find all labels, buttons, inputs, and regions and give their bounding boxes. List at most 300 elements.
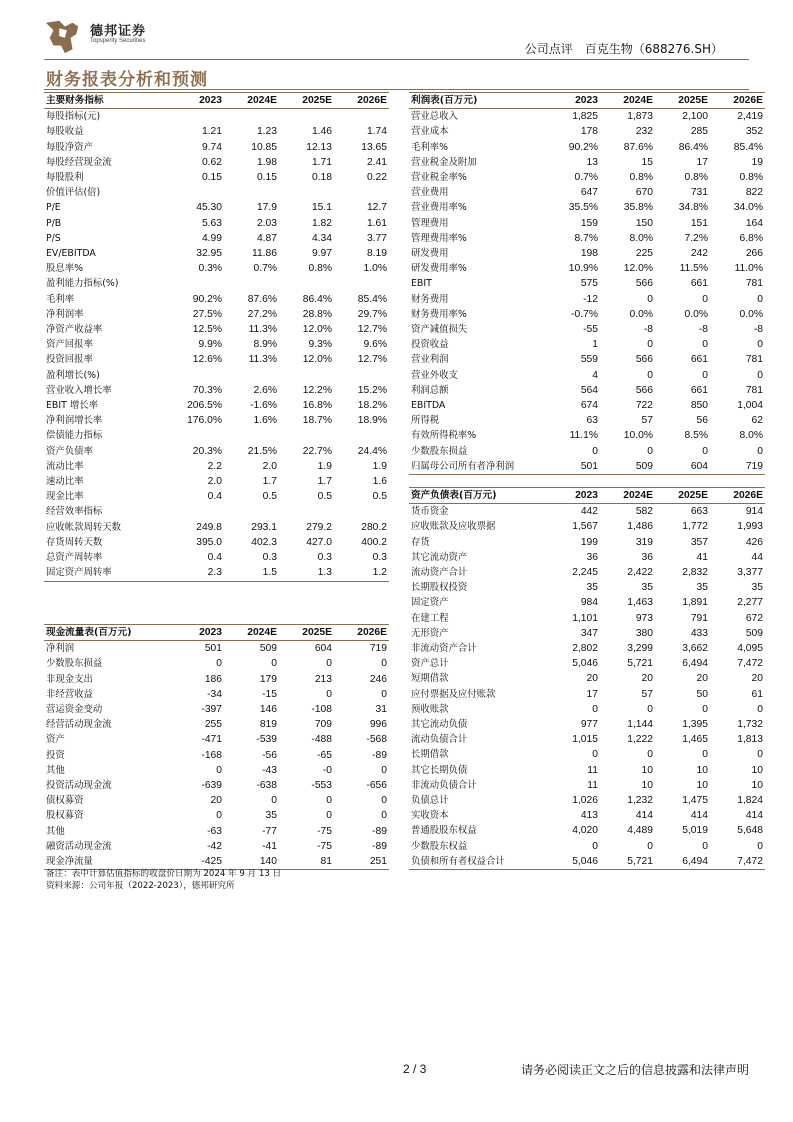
cell-value: 670 — [635, 187, 653, 199]
cell-value: 85.4% — [357, 293, 387, 305]
table-row — [44, 185, 389, 200]
table-row — [409, 717, 765, 732]
cell-value: 996 — [369, 719, 387, 731]
table-row — [44, 368, 389, 383]
row-label: 实收资本 — [411, 810, 449, 822]
cell-value: 10 — [751, 779, 763, 791]
cell-value: 5.63 — [201, 217, 222, 229]
cell-value: 8.9% — [253, 339, 277, 351]
company-name-cn: 德邦证券 — [90, 24, 147, 39]
table-row — [409, 322, 765, 337]
cell-value: 0 — [216, 764, 222, 776]
cell-value: 35 — [641, 582, 653, 594]
cell-value — [279, 276, 334, 291]
table-row — [44, 520, 389, 535]
row-label: 净资产收益率 — [46, 324, 103, 336]
row-label: 流动资产合计 — [411, 567, 468, 579]
cell-value: 246 — [369, 673, 387, 685]
year-header: 2026E — [733, 490, 763, 501]
row-label: 长期借款 — [411, 749, 449, 761]
cell-value: 2,419 — [737, 111, 763, 123]
cell-value: 90.2% — [192, 293, 222, 305]
cell-value: 352 — [745, 126, 763, 138]
cell-value: 8.7% — [574, 232, 598, 244]
cell-value: 90.2% — [568, 141, 598, 153]
row-label: 研发费用率% — [411, 263, 467, 275]
cell-value: 20 — [641, 673, 653, 685]
row-label: 在建工程 — [411, 612, 449, 624]
cell-value — [334, 368, 389, 383]
cell-value: 10 — [751, 764, 763, 776]
row-label: 所得税 — [411, 415, 440, 427]
cell-value: 10.0% — [623, 430, 653, 442]
row-label: 资产回报率 — [46, 339, 93, 351]
cell-value: 663 — [690, 506, 708, 518]
table-row — [409, 595, 765, 610]
cell-value: 0.8% — [684, 172, 708, 184]
cell-value: 1.2 — [372, 567, 387, 579]
cell-value: -1.6% — [250, 400, 277, 412]
cell-value: 427.0 — [306, 536, 332, 548]
row-label: 净利润增长率 — [46, 415, 103, 427]
cell-value: 604 — [690, 460, 708, 472]
cell-value: 0 — [647, 293, 653, 305]
cell-value: 0 — [757, 293, 763, 305]
cell-value: 1.46 — [311, 126, 332, 138]
cell-value: 0 — [702, 339, 708, 351]
cell-value: 0 — [647, 369, 653, 381]
cell-value: 27.5% — [192, 308, 222, 320]
cell-value: 0 — [326, 688, 332, 700]
cell-value: 0 — [702, 293, 708, 305]
cell-value: 63 — [586, 415, 598, 427]
cell-value: 501 — [580, 460, 598, 472]
cell-value: -63 — [207, 825, 222, 837]
cell-value: -425 — [201, 856, 222, 868]
cell-value: 5,721 — [627, 658, 653, 670]
table-row — [409, 565, 765, 580]
year-header: 2024E — [247, 95, 277, 106]
row-label: 普通股股东权益 — [411, 825, 477, 837]
cell-value — [279, 109, 334, 125]
row-label: 负债和所有者权益合计 — [411, 855, 505, 867]
row-label: 资产减值损失 — [411, 324, 468, 336]
cell-value: 86.4% — [678, 141, 708, 153]
cell-value: 5,046 — [572, 658, 598, 670]
cell-value: 402.3 — [251, 536, 277, 548]
table-row — [409, 368, 765, 383]
cell-value: 977 — [580, 719, 598, 731]
row-label: 每股股利 — [46, 172, 84, 184]
row-label: 研发费用 — [411, 248, 449, 260]
table-row — [44, 717, 389, 732]
cell-value: 1.6% — [253, 415, 277, 427]
cell-value: 0 — [592, 445, 598, 457]
cell-value: 22.7% — [302, 445, 332, 457]
cell-value: 7.2% — [684, 232, 708, 244]
table-row — [44, 504, 389, 519]
cell-value: 0.3 — [372, 552, 387, 564]
cell-value: 7,472 — [737, 658, 763, 670]
table-row — [409, 808, 765, 823]
cell-value: 293.1 — [251, 521, 277, 533]
row-label: 营业费用 — [411, 187, 449, 199]
table-row — [409, 170, 765, 185]
cell-value: 0.7% — [574, 172, 598, 184]
table-row — [409, 793, 765, 808]
cell-value: 722 — [635, 400, 653, 412]
cell-value — [334, 504, 389, 519]
row-label: 流动比率 — [46, 460, 84, 472]
cell-value: 1,567 — [572, 521, 598, 533]
cell-value: 10 — [641, 764, 653, 776]
table-row — [44, 535, 389, 550]
cell-value: 1.9 — [317, 460, 332, 472]
row-label: 资产 — [46, 734, 65, 746]
cell-value: 17 — [696, 156, 708, 168]
cell-value: 20 — [210, 795, 222, 807]
table-row — [409, 823, 765, 838]
cell-value: 380 — [635, 627, 653, 639]
table-row — [409, 580, 765, 595]
table-row — [44, 155, 389, 170]
row-label: 每股收益 — [46, 126, 84, 138]
cell-value: 564 — [580, 384, 598, 396]
cell-value: -34 — [207, 688, 222, 700]
cell-value: 18.7% — [302, 415, 332, 427]
table-row — [409, 307, 765, 322]
cell-value: 9.74 — [201, 141, 222, 153]
cell-value: 1,873 — [627, 111, 653, 123]
cell-value: 0 — [381, 810, 387, 822]
cell-value: 0 — [757, 445, 763, 457]
cell-value: 146 — [259, 704, 277, 716]
row-label: 营业总收入 — [411, 111, 458, 123]
cell-value: 20 — [696, 673, 708, 685]
title-divider — [44, 89, 749, 90]
cell-value: 11.86 — [251, 248, 277, 260]
cell-value: 85.4% — [733, 141, 763, 153]
cell-value: 426 — [745, 536, 763, 548]
year-header: 2024E — [623, 490, 653, 501]
table-row — [409, 276, 765, 291]
cell-value: -77 — [262, 825, 277, 837]
row-label: 股息率% — [46, 263, 84, 275]
table-row — [44, 489, 389, 504]
cell-value: 285 — [690, 126, 708, 138]
cell-value: 50 — [696, 688, 708, 700]
table-row — [409, 504, 765, 520]
cell-value — [279, 428, 334, 443]
table-title: 主要财务指标 — [46, 95, 104, 106]
balance-sheet-table — [409, 487, 765, 870]
cell-value: -89 — [372, 840, 387, 852]
row-label: EBITDA — [411, 400, 446, 412]
cell-value: 56 — [696, 415, 708, 427]
cell-value — [224, 109, 279, 125]
cell-value: 5,046 — [572, 855, 598, 867]
cell-value — [334, 276, 389, 291]
cell-value: 13 — [586, 156, 598, 168]
cell-value: 5,721 — [627, 855, 653, 867]
cell-value: 0.5 — [262, 491, 277, 503]
table-row — [409, 261, 765, 276]
cell-value — [169, 185, 224, 200]
cell-value: 0 — [592, 703, 598, 715]
year-header: 2025E — [678, 490, 708, 501]
row-label: 营业税金率% — [411, 172, 467, 184]
year-header: 2023 — [575, 490, 598, 501]
cell-value: 35.8% — [623, 202, 653, 214]
cell-value: 1,101 — [572, 612, 598, 624]
cell-value: 1.98 — [256, 156, 277, 168]
cell-value: 11.5% — [679, 263, 708, 275]
cell-value: 44 — [751, 551, 763, 563]
cell-value: -15 — [262, 688, 277, 700]
year-header: 2023 — [575, 95, 598, 106]
cell-value: 13.65 — [361, 141, 387, 153]
cell-value: 914 — [745, 506, 763, 518]
cell-value: 10 — [696, 764, 708, 776]
cell-value: 15.2% — [357, 384, 387, 396]
cell-value: 6,494 — [682, 855, 708, 867]
table-row — [44, 732, 389, 747]
cell-value: 251 — [369, 856, 387, 868]
row-label: 盈利增长(%) — [46, 369, 100, 381]
table-row — [409, 216, 765, 231]
cell-value: 2,832 — [682, 567, 708, 579]
cell-value: 4,095 — [737, 643, 763, 655]
cell-value: 566 — [635, 278, 653, 290]
cell-value: 2,277 — [737, 597, 763, 609]
cell-value: 0 — [757, 749, 763, 761]
cell-value: -8 — [643, 324, 653, 336]
cell-value: 1,144 — [627, 719, 653, 731]
cell-value: 731 — [690, 187, 708, 199]
cell-value: 45.30 — [196, 202, 222, 214]
cell-value: 501 — [204, 643, 222, 655]
cell-value: 159 — [580, 217, 598, 229]
table-row — [44, 124, 389, 139]
cell-value: 400.2 — [361, 536, 387, 548]
row-label: 毛利率% — [411, 141, 449, 153]
row-label: 其它长期负债 — [411, 764, 468, 776]
cell-value: 2.2 — [207, 460, 222, 472]
cell-value: 8.0% — [739, 430, 763, 442]
section-title: 财务报表分析和预测 — [46, 70, 208, 90]
cell-value: 70.3% — [192, 384, 222, 396]
cell-value: 604 — [314, 643, 332, 655]
row-label: 应收账款及应收票据 — [411, 521, 496, 533]
cell-value — [224, 504, 279, 519]
cell-value: 266 — [745, 248, 763, 260]
cell-value: 2.0 — [207, 476, 222, 488]
cell-value: 0 — [647, 445, 653, 457]
cell-value — [334, 428, 389, 443]
cell-value: 1,015 — [572, 734, 598, 746]
cell-value: 27.2% — [247, 308, 277, 320]
table-row — [44, 793, 389, 808]
cell-value: 140 — [259, 856, 277, 868]
table-row — [409, 732, 765, 747]
cell-value: 2.6% — [253, 384, 277, 396]
cell-value: 199 — [580, 536, 598, 548]
cell-value: 0.8% — [739, 172, 763, 184]
table-row — [44, 292, 389, 307]
cell-value: 0.22 — [366, 172, 387, 184]
row-label: 短期借款 — [411, 673, 449, 685]
table-row — [409, 626, 765, 641]
row-label: 投资 — [46, 749, 65, 761]
cell-value: 1,772 — [682, 521, 708, 533]
company-name-en: Topsperity Securities — [90, 38, 146, 44]
cell-value: 213 — [314, 673, 332, 685]
table-row — [409, 611, 765, 626]
cell-value: 1.5 — [262, 567, 277, 579]
cell-value — [279, 185, 334, 200]
table-row — [409, 459, 765, 475]
table-header-row — [409, 488, 765, 504]
cell-value — [334, 185, 389, 200]
table-row — [44, 261, 389, 276]
cell-value: 357 — [690, 536, 708, 548]
row-label: P/B — [46, 217, 62, 229]
cell-value: 2.3 — [207, 567, 222, 579]
cell-value: 186 — [204, 673, 222, 685]
cell-value: 0 — [326, 795, 332, 807]
cell-value: -108 — [311, 704, 332, 716]
cell-value: 2,802 — [572, 643, 598, 655]
cell-value: 0 — [216, 658, 222, 670]
cell-value: 41 — [696, 551, 708, 563]
cell-value: 566 — [635, 384, 653, 396]
row-label: 偿债能力指标 — [46, 430, 103, 442]
cell-value: 35.5% — [568, 202, 598, 214]
table-row — [409, 383, 765, 398]
cell-value: 0.62 — [201, 156, 222, 168]
cell-value: 31 — [375, 704, 387, 716]
cell-value: 255 — [204, 719, 222, 731]
row-label: 固定资产 — [411, 597, 449, 609]
cell-value — [169, 504, 224, 519]
table-row — [409, 550, 765, 565]
cell-value: 3,299 — [627, 643, 653, 655]
cell-value: 0.4 — [207, 552, 222, 564]
cell-value: 0 — [757, 840, 763, 852]
table-row — [409, 535, 765, 550]
cell-value: 20 — [586, 673, 598, 685]
year-header: 2026E — [357, 95, 387, 106]
cell-value: -0 — [322, 764, 332, 776]
cell-value: 150 — [635, 217, 653, 229]
cell-value: 249.8 — [196, 521, 222, 533]
cell-value: 0.3 — [262, 552, 277, 564]
cell-value: 87.6% — [623, 141, 653, 153]
row-label: P/S — [46, 232, 61, 244]
cell-value: 280.2 — [361, 521, 387, 533]
cell-value: 1.3 — [317, 567, 332, 579]
cell-value: 151 — [690, 217, 708, 229]
table-row — [409, 398, 765, 413]
cell-value: -471 — [201, 734, 222, 746]
cell-value: 0 — [647, 339, 653, 351]
cell-value: 279.2 — [306, 521, 332, 533]
cell-value — [279, 504, 334, 519]
cell-value: 12.5% — [192, 324, 222, 336]
cell-value: 0.15 — [256, 172, 277, 184]
table-row — [44, 763, 389, 778]
row-label: 固定资产周转率 — [46, 567, 112, 579]
cell-value: 242 — [690, 248, 708, 260]
cell-value: 661 — [690, 354, 708, 366]
cell-value: 709 — [314, 719, 332, 731]
cell-value: 12.2% — [302, 384, 332, 396]
report-tag: 公司点评 百克生物（688276.SH） — [524, 42, 723, 56]
cell-value: -56 — [262, 749, 277, 761]
year-header: 2023 — [199, 95, 222, 106]
cell-value: 4.99 — [201, 232, 222, 244]
cell-value: 0 — [326, 658, 332, 670]
table-row — [409, 763, 765, 778]
cell-value: -568 — [366, 734, 387, 746]
cell-value: 0 — [702, 840, 708, 852]
cell-value: 17 — [586, 688, 598, 700]
cell-value: 34.0% — [733, 202, 763, 214]
row-label: 营业利润 — [411, 354, 449, 366]
row-label: 流动负债合计 — [411, 734, 468, 746]
cell-value: 8.5% — [684, 430, 708, 442]
cell-value: 18.9% — [357, 415, 387, 427]
cell-value: 10.9% — [568, 263, 598, 275]
cell-value: 1,993 — [737, 521, 763, 533]
cell-value: 10.85 — [251, 141, 277, 153]
cell-value: 19 — [751, 156, 763, 168]
cell-value: 12.0% — [302, 354, 332, 366]
cell-value: 32.95 — [196, 248, 222, 260]
row-label: 应付票据及应付账款 — [411, 688, 496, 700]
cell-value: -539 — [256, 734, 277, 746]
cell-value: -12 — [583, 293, 598, 305]
row-label: 营业收入增长率 — [46, 384, 112, 396]
cell-value: 0.3 — [317, 552, 332, 564]
cell-value: -75 — [317, 840, 332, 852]
cell-value: 0 — [647, 703, 653, 715]
cell-value: 0 — [381, 688, 387, 700]
cell-value: 0.5 — [372, 491, 387, 503]
table-row — [44, 413, 389, 428]
cell-value: 4 — [592, 369, 598, 381]
cell-value: 35 — [586, 582, 598, 594]
table-row — [409, 687, 765, 702]
cell-value: 1,824 — [737, 795, 763, 807]
cell-value: 1,395 — [682, 719, 708, 731]
cell-value: 34.8% — [678, 202, 708, 214]
cell-value: 1.82 — [311, 217, 332, 229]
cell-value — [169, 428, 224, 443]
row-label: 经营活动现金流 — [46, 719, 112, 731]
row-label: 融资活动现金流 — [46, 840, 112, 852]
row-label: 价值评估(倍) — [46, 187, 101, 199]
cell-value: 176.0% — [187, 415, 222, 427]
cell-value: 4.87 — [256, 232, 277, 244]
cell-value: 225 — [635, 248, 653, 260]
cell-value: -55 — [583, 324, 598, 336]
table-row — [409, 185, 765, 200]
table-row — [409, 444, 765, 459]
cell-value — [169, 368, 224, 383]
row-label: 非流动负债合计 — [411, 779, 477, 791]
cell-value: 4,020 — [572, 825, 598, 837]
